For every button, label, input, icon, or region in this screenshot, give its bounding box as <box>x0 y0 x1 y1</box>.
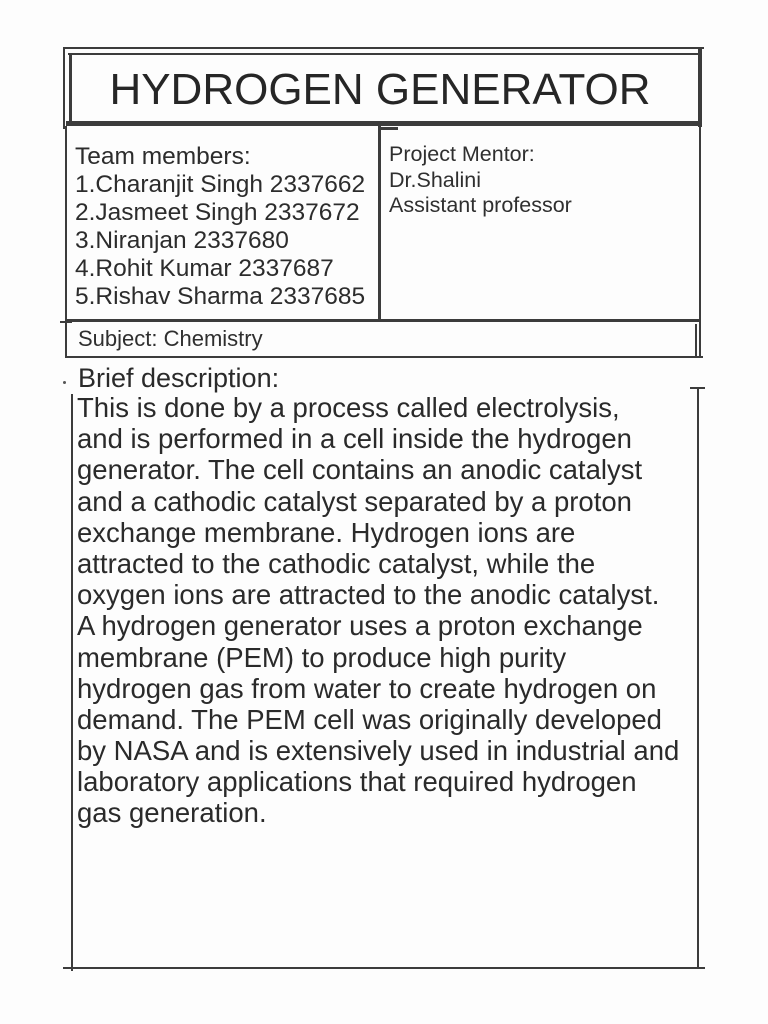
title-box-right <box>698 47 702 127</box>
description-line: This is done by a process called electrolysis, <box>77 392 620 423</box>
project-mentor <box>389 142 572 219</box>
subject-label: Subject: Chemistry <box>78 326 263 351</box>
document-title: HYDROGEN GENERATOR <box>109 65 651 114</box>
description-line: by NASA and is extensively used in industrial and <box>77 735 680 767</box>
description-line: A hydrogen generator uses a proton exchange <box>77 610 643 642</box>
subject-row-right-inner <box>695 324 697 358</box>
title-box-outer-top <box>64 47 704 49</box>
subject-row-left <box>65 321 67 358</box>
description-line: oxygen ions are attracted to the anodic catalyst. <box>77 579 660 611</box>
description-box-left <box>71 394 73 971</box>
description-line: laboratory applications that required hydrogen <box>77 766 637 798</box>
team-member: 1.Charanjit Singh 2337662 <box>75 171 366 198</box>
title-box-inner-top <box>68 53 700 55</box>
description-heading: Brief description: <box>78 363 280 393</box>
description-line: attracted to the cathodic catalyst, while the <box>77 547 596 579</box>
mentor-name: Dr.Shalini <box>389 167 482 192</box>
description-line: gas generation. <box>77 797 267 829</box>
mentor-heading: Project Mentor: <box>389 142 535 166</box>
team-members <box>75 143 365 311</box>
description-line: hydrogen gas from water to create hydrogen on <box>77 672 657 704</box>
title-box-bottom <box>66 121 702 126</box>
info-box-left <box>65 126 67 322</box>
description-line: generator. The cell contains an anodic catalyst <box>77 454 643 486</box>
info-box-right <box>699 126 701 358</box>
subject-row-bottom <box>65 356 703 358</box>
mentor-designation: Assistant professor <box>389 193 572 217</box>
description-line: and is performed in a cell inside the hydrogen <box>77 423 632 455</box>
info-box-bottom <box>65 319 701 322</box>
team-member: 4.Rohit Kumar 2337687 <box>75 255 334 282</box>
team-member: 3.Niranjan 2337680 <box>75 227 289 254</box>
team-member: 2.Jasmeet Singh 2337672 <box>75 199 360 226</box>
description-box-right <box>697 388 699 968</box>
description-box-bottom <box>63 967 705 969</box>
info-box-divider-tick <box>378 127 398 130</box>
info-box-divider <box>378 126 381 321</box>
description-line: exchange membrane. Hydrogen ions are <box>77 516 576 548</box>
pen-dot <box>63 381 66 384</box>
description-line: membrane (PEM) to produce high purity <box>77 641 567 673</box>
team-members-heading: Team members: <box>75 143 251 170</box>
description-body <box>77 392 679 829</box>
team-member: 5.Rishav Sharma 2337685 <box>75 283 366 310</box>
description-line: and a cathodic catalyst separated by a proton <box>77 485 632 517</box>
description-line: demand. The PEM cell was originally developed <box>77 703 662 735</box>
